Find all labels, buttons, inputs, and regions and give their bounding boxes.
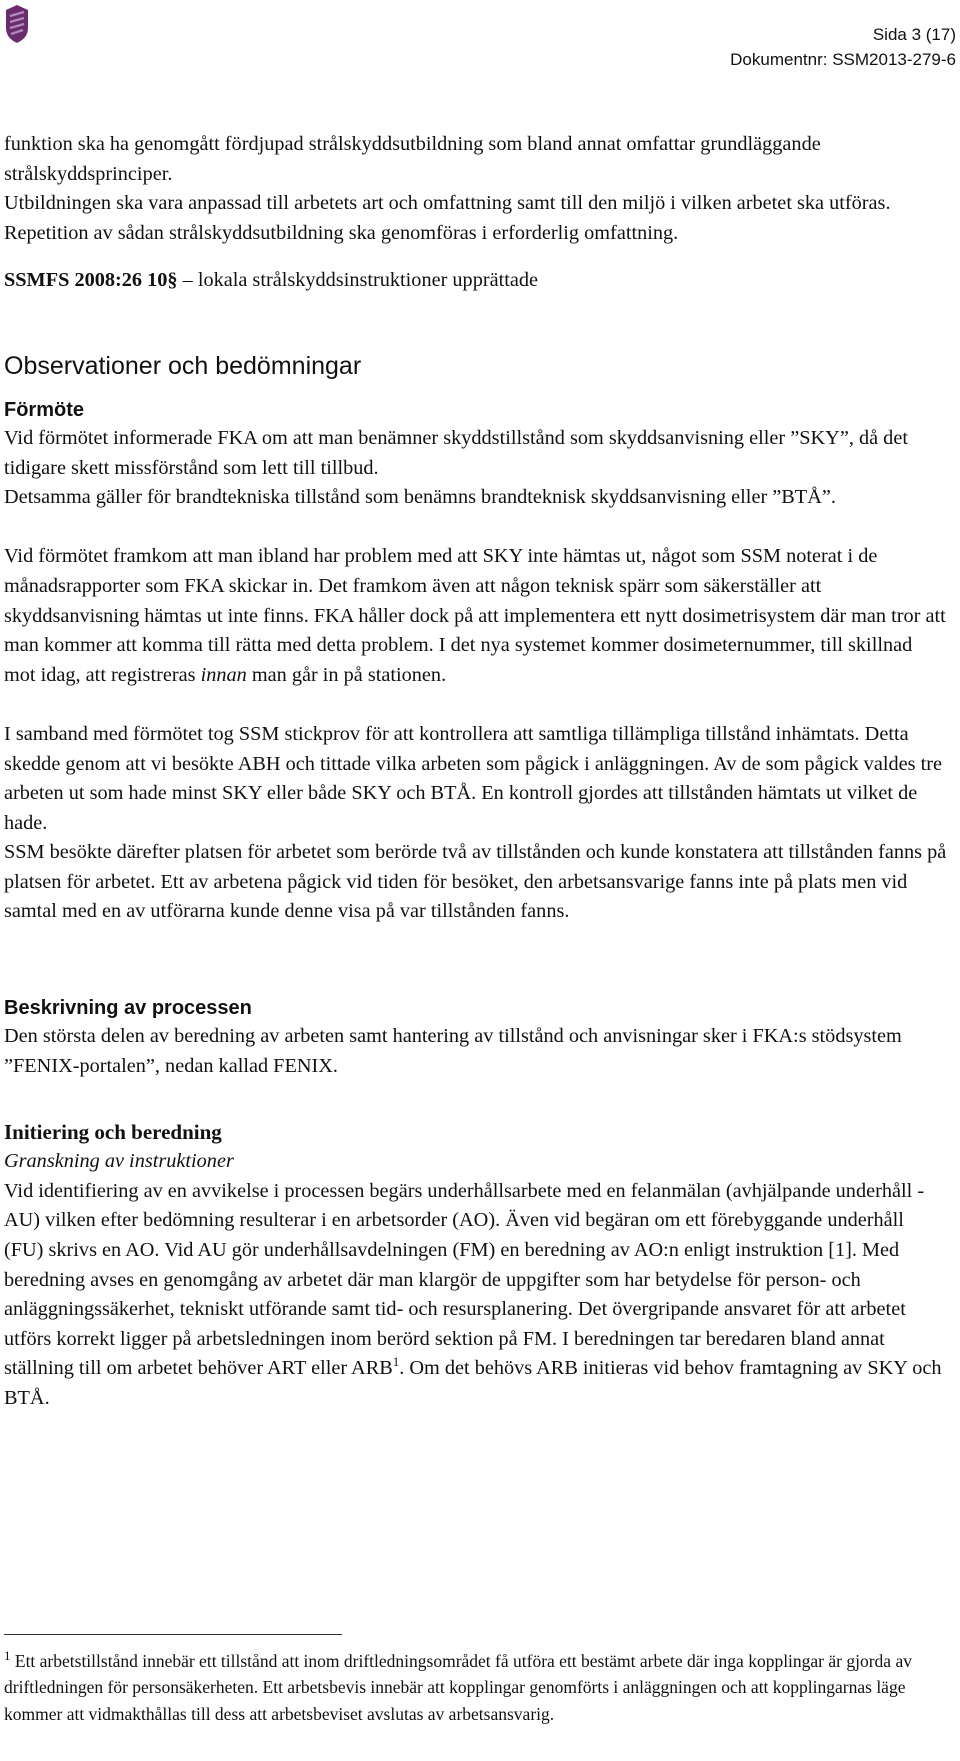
p2-text-after: man går in på stationen. — [246, 663, 447, 686]
footnote-text: Ett arbetstillstånd innebär ett tillstånd att inom driftledningsområdet få utföra ett bestämt arbete där inga kopplingar är gjorda av driftledningen för personsäkerheten. Ett arbetsbevis innebär att kopplingar genomförts i anläggningen och att kopplingarnas läge kommer att vidmakthållas till dess att arbetsbeviset avslutas av arbetsansvarig. — [4, 1651, 912, 1724]
footnote-divider — [4, 1634, 342, 1635]
formote-heading: Förmöte — [4, 398, 84, 421]
p2-text-before: Vid förmötet framkom att man ibland har problem med att SKY inte hämtas ut, något som SSM noterat i de månadsrapporter som FKA skickar in. Det framkom även att någon teknisk spärr som säkerställer att skyddsanvisning hämtas ut inte finns. FKA håller dock på att implementera ett nytt dosimetrisystem där man tror att man kommer att komma till rätta med detta problem. I det nya systemet kommer dosimeternummer, till skillnad mot idag, att registreras — [4, 545, 946, 686]
formote-paragraph-2 — [4, 542, 948, 690]
regulation-desc: lokala strålskyddsinstruktioner upprättade — [197, 269, 539, 292]
formote-paragraph-1b: Detsamma gäller för brandtekniska tillstånd som benämns brandteknisk skyddsanvisning eller ”BTÅ”. — [4, 486, 836, 509]
ssm-logo-icon — [4, 4, 30, 44]
footnote — [4, 1648, 944, 1727]
document-body — [4, 130, 948, 1414]
initiation-text-after: . Om det behövs ARB initieras vid behov framtagning av SKY och BTÅ. — [4, 1357, 942, 1409]
formote-paragraph-1a: Vid förmötet informerade FKA om att man benämner skyddstillstånd som skyddsanvisning eller ”SKY”, då det tidigare skett missförstånd som lett till tillbud. — [4, 426, 908, 479]
footnote-number: 1 — [4, 1648, 11, 1664]
regulation-dash: – — [177, 269, 198, 292]
p2-italic: innan — [200, 663, 247, 686]
intro-paragraph-2: Utbildningen ska vara anpassad till arbetets art och omfattning samt till den miljö i vilken arbetet ska utföras. Repetition av sådan strålskyddsutbildning ska genomföras i erforderlig omfattning. — [4, 192, 891, 244]
document-number: Dokumentnr: SSM2013-279-6 — [730, 50, 956, 69]
footnote-reference: 1 — [392, 1354, 400, 1370]
initiation-subheading: Granskning av instruktioner — [4, 1150, 234, 1173]
initiation-heading: Initiering och beredning — [4, 1120, 222, 1145]
formote-paragraph-3b: SSM besökte därefter platsen för arbetet som berörde två av tillstånden och kunde konstatera att tillstånden fanns på platsen för arbetet. Ett av arbetena pågick vid tiden för besöket, den arbetsansvarige fanns inte på plats men vid samtal med en av utförarna kunde denne visa på var tillstånden fanns. — [4, 841, 947, 923]
initiation-paragraph — [4, 1177, 948, 1414]
regulation-ref: SSMFS 2008:26 10§ — [4, 269, 178, 292]
process-paragraph: Den största delen av beredning av arbeten samt hantering av tillstånd och anvisningar sker i FKA:s stödsystem ”FENIX-portalen”, nedan kallad FENIX. — [4, 1025, 902, 1077]
formote-paragraph-3a: I samband med förmötet tog SSM stickprov för att kontrollera att samtliga tillämpliga tillstånd inhämtats. Detta skedde genom att vi besökte ABH och tittade vilka arbeten som pågick i anläggningen. Av de som pågick valdes tre arbeten ut som hade minst SKY eller både SKY och BTÅ. En kontroll gjordes att tillstånden hämtats ut vilket de hade. — [4, 722, 942, 834]
regulation-line — [4, 266, 948, 296]
intro-paragraph: funktion ska ha genomgått fördjupad strålskyddsutbildning som bland annat omfattar grundläggande strålskyddsprinciper. — [4, 133, 821, 185]
initiation-text-before: Vid identifiering av en avvikelse i processen begärs underhållsarbete med en felanmälan (avhjälpande underhåll - AU) vilken efter bedömning resulterar i en arbetsorder (AO). Även vid begäran om ett förebyggande underhåll (FU) skrivs en AO. Vid AU gör underhållsavdelningen (FM) en beredning av AO:n enligt instruktion [1]. Med beredning avses en genomgång av arbetet där man klargör de uppgifter som har betydelse för person- och anläggningssäkerhet, tekniskt utförande samt tid- och resursplanering. Det övergripande ansvaret för att arbetet utförs korrekt ligger på arbetsledningen inom berörd sektion på FM. I beredningen tar beredaren bland annat ställning till om arbetet behöver ART eller ARB — [4, 1179, 925, 1380]
page-number: Sida 3 (17) — [872, 25, 956, 44]
process-heading: Beskrivning av processen — [4, 997, 252, 1020]
observations-heading: Observationer och bedömningar — [4, 351, 362, 380]
